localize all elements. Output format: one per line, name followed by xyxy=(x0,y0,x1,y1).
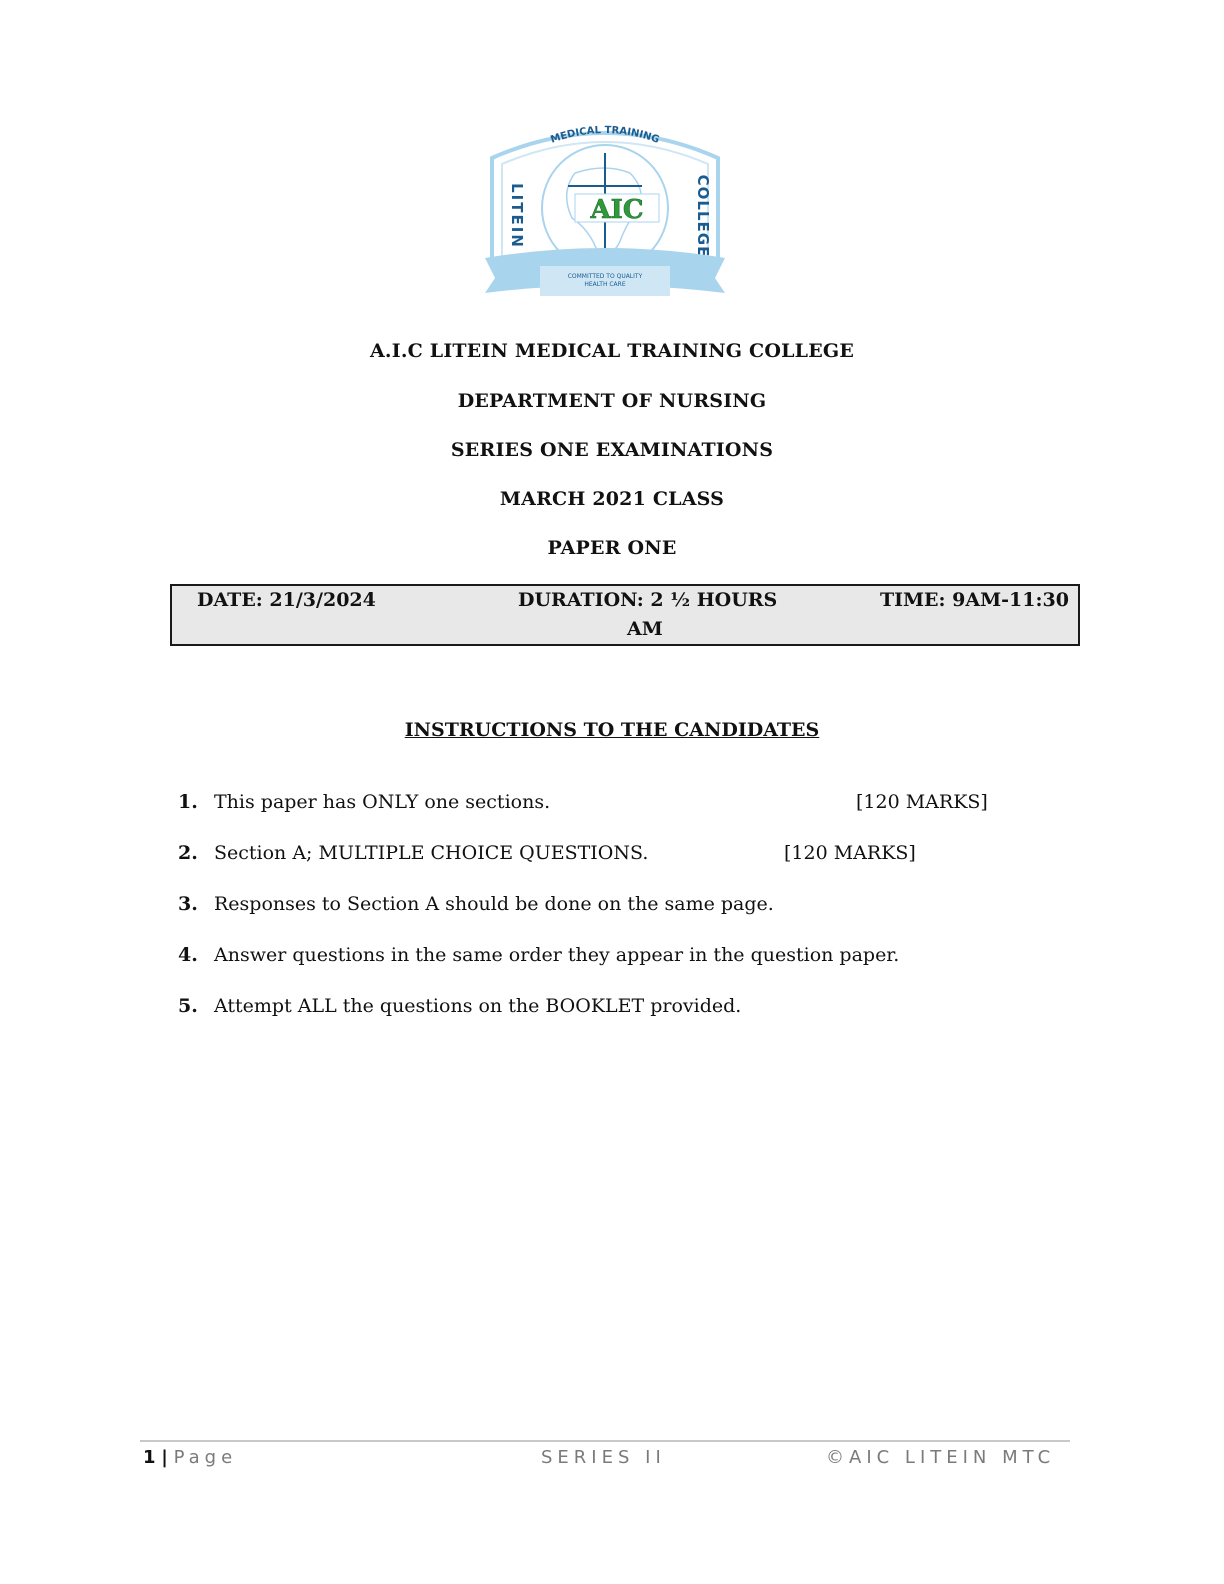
logo-banner-line2: HEALTH CARE xyxy=(584,281,626,288)
instruction-item xyxy=(0,893,1224,923)
footer-series: SERIES II xyxy=(541,1447,666,1468)
college-name: A.I.C LITEIN MEDICAL TRAINING COLLEGE xyxy=(369,340,855,362)
class-name: MARCH 2021 CLASS xyxy=(499,488,725,510)
instruction-number: 3. xyxy=(178,893,198,915)
department-name: DEPARTMENT OF NURSING xyxy=(457,390,767,412)
instruction-item xyxy=(0,944,1224,974)
paper-name: PAPER ONE xyxy=(547,537,677,559)
exam-info-box xyxy=(170,584,1080,646)
instruction-text: Answer questions in the same order they appear in the question paper. xyxy=(214,944,900,966)
instruction-number: 4. xyxy=(178,944,198,966)
instructions-heading: INSTRUCTIONS TO THE CANDIDATES xyxy=(404,719,820,741)
instruction-marks: [120 MARKS] xyxy=(856,791,988,813)
exam-time-suffix: AM xyxy=(627,618,663,640)
instruction-item xyxy=(0,842,1224,872)
footer-divider xyxy=(140,1440,1070,1442)
page-number-block xyxy=(143,1447,237,1468)
exam-duration: DURATION: 2 ½ HOURS xyxy=(518,589,778,611)
logo-center-text: AIC xyxy=(590,195,644,225)
page-label: Page xyxy=(173,1447,238,1468)
exam-time: TIME: 9AM-11:30 xyxy=(880,589,1069,611)
instruction-item xyxy=(0,995,1224,1025)
footer-copyright: ©AIC LITEIN MTC xyxy=(826,1447,1056,1468)
college-logo xyxy=(480,118,730,303)
instruction-text: Attempt ALL the questions on the BOOKLET provided. xyxy=(214,995,742,1017)
logo-left-text: LITEIN xyxy=(508,183,526,249)
logo-banner-line1: COMMITTED TO QUALITY xyxy=(567,273,643,280)
exam-series: SERIES ONE EXAMINATIONS xyxy=(450,439,774,461)
instruction-text: This paper has ONLY one sections. xyxy=(214,791,551,813)
page-number: 1 xyxy=(143,1447,156,1468)
instruction-number: 1. xyxy=(178,791,198,813)
instruction-item xyxy=(0,791,1224,821)
logo-right-text: COLLEGE xyxy=(694,174,712,258)
instruction-marks: [120 MARKS] xyxy=(784,842,916,864)
page-separator: | xyxy=(161,1447,168,1468)
instruction-number: 5. xyxy=(178,995,198,1017)
instruction-number: 2. xyxy=(178,842,198,864)
logo-arc-text: MEDICAL TRAINING xyxy=(549,124,661,146)
instruction-text: Section A; MULTIPLE CHOICE QUESTIONS. xyxy=(214,842,649,864)
exam-date: DATE: 21/3/2024 xyxy=(197,589,376,611)
instruction-text: Responses to Section A should be done on the same page. xyxy=(214,893,774,915)
